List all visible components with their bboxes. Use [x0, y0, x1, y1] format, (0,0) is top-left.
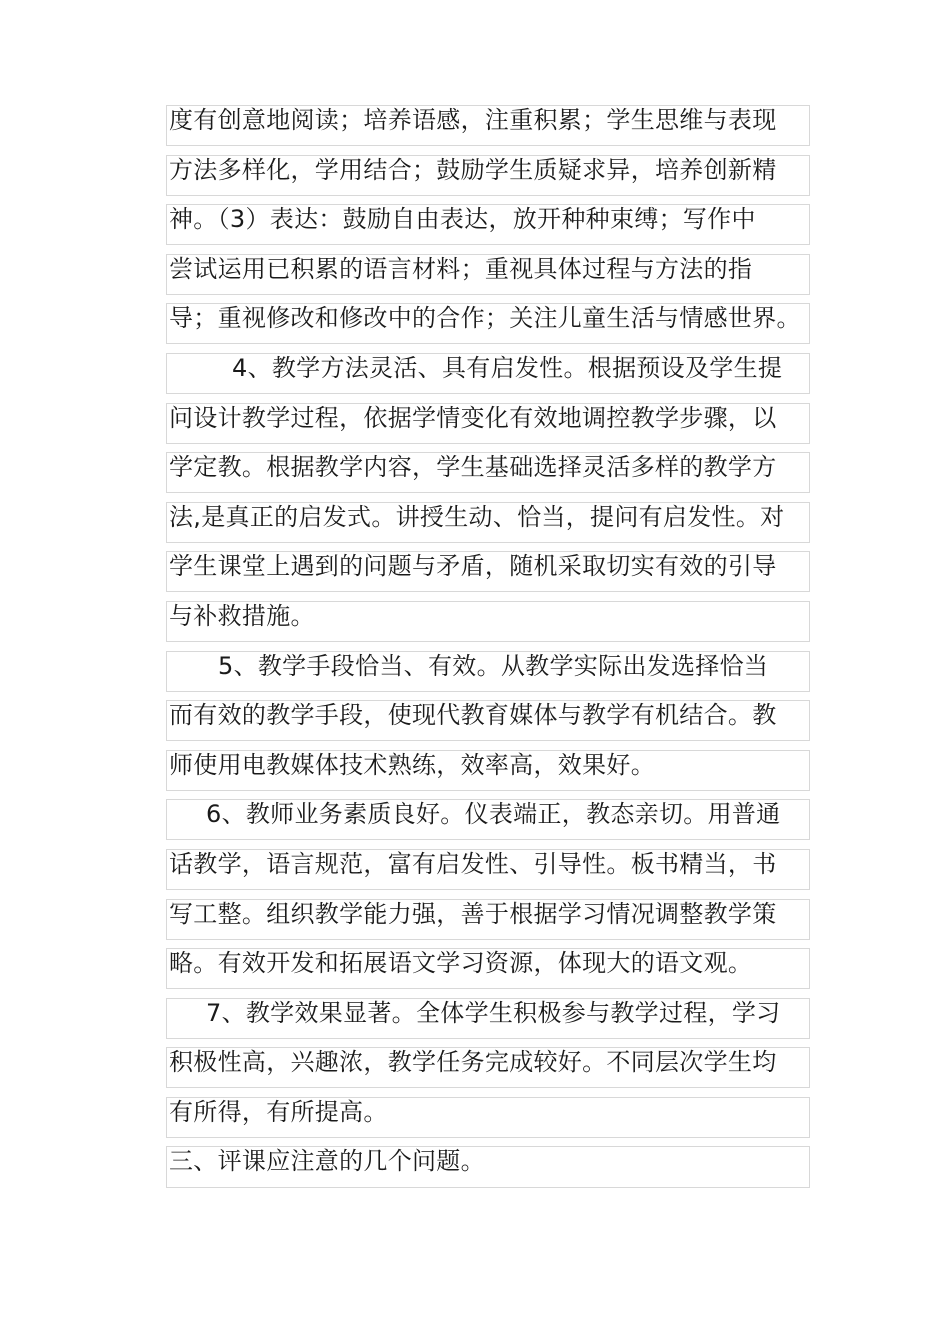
line-text: 话教学，语言规范，富有启发性、引导性。板书精当，书 [169, 849, 777, 878]
text-line-18 [166, 939, 810, 989]
line-text: 5、教学手段恰当、有效。从教学实际出发选择恰当 [218, 651, 769, 680]
text-line-14 [166, 741, 810, 791]
line-text: 度有创意地阅读；培养语感，注重积累；学生思维与表现 [169, 106, 777, 134]
text-line-10 [166, 542, 810, 592]
line-text: 方法多样化，学用结合；鼓励学生质疑求异，培养创新精 [169, 155, 777, 184]
text-line-13 [166, 691, 810, 741]
line-text: 与补救措施。 [169, 601, 315, 630]
line-text: 略。有效开发和拓展语文学习资源，体现大的语文观。 [169, 949, 753, 978]
line-text: 4、教学方法灵活、具有启发性。根据预设及学生提 [232, 353, 783, 382]
line-text: 师使用电教媒体技术熟练，效率高，效果好。 [169, 750, 655, 779]
line-text: 问设计教学过程，依据学情变化有效地调控教学步骤，以 [169, 403, 777, 432]
text-line-19 [166, 989, 810, 1039]
text-line-4 [166, 245, 810, 295]
text-line-1 [166, 96, 810, 146]
line-text: 法,是真正的启发式。讲授生动、恰当，提问有启发性。对 [169, 502, 785, 531]
text-line-6 [166, 344, 810, 394]
document-body [166, 96, 810, 1187]
text-line-16 [166, 840, 810, 890]
line-text: 导；重视修改和修改中的合作；关注儿童生活与情感世界。 [169, 304, 801, 333]
text-line-11 [166, 592, 810, 642]
text-line-20 [166, 1038, 810, 1088]
text-line-2 [166, 146, 810, 196]
line-text: 7、教学效果显著。全体学生积极参与教学过程，学习 [206, 998, 781, 1027]
text-line-21 [166, 1088, 810, 1138]
text-line-15 [166, 790, 810, 840]
text-line-3 [166, 195, 810, 245]
line-text: 尝试运用已积累的语言材料；重视具体过程与方法的指 [169, 254, 753, 283]
section-heading [166, 1137, 810, 1187]
text-line-8 [166, 443, 810, 493]
line-text: 6、教师业务素质良好。仪表端正，教态亲切。用普通 [206, 800, 781, 829]
text-line-17 [166, 890, 810, 940]
line-text: 积极性高，兴趣浓，教学任务完成较好。不同层次学生均 [169, 1048, 777, 1077]
line-text: 写工整。组织教学能力强，善于根据学习情况调整教学策 [169, 899, 777, 928]
line-text: 而有效的教学手段，使现代教育媒体与教学有机结合。教 [169, 701, 777, 730]
text-line-9 [166, 493, 810, 543]
line-text: 学定教。根据教学内容，学生基础选择灵活多样的教学方 [169, 453, 777, 482]
text-line-12 [166, 642, 810, 692]
text-line-7 [166, 394, 810, 444]
line-text: 有所得，有所提高。 [169, 1097, 388, 1126]
line-text: 神。（3）表达：鼓励自由表达，放开种种束缚；写作中 [169, 205, 756, 234]
section-heading-text: 三、评课应注意的几个问题。 [169, 1147, 485, 1176]
line-text: 学生课堂上遇到的问题与矛盾，随机采取切实有效的引导 [169, 552, 777, 581]
text-line-5 [166, 294, 810, 344]
